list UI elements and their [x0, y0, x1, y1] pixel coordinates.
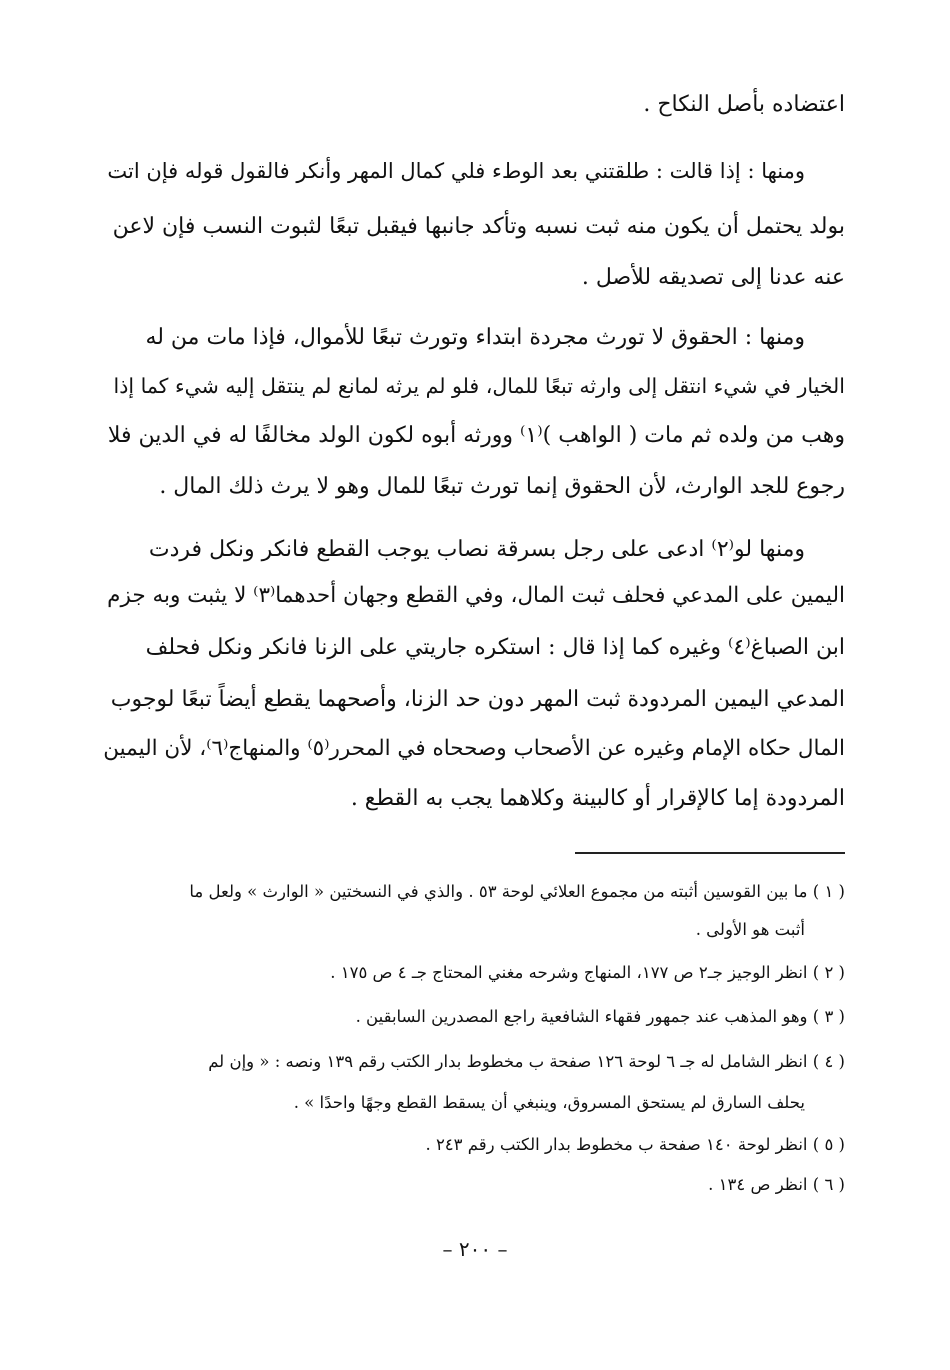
body-line: المال حكاه الإمام وغيره عن الأصحاب وصححاه في المحرر⁽٥⁾ والمنهاج⁽٦⁾، لأن اليمين	[103, 736, 845, 761]
body-line: رجوع للجد الوارث، لأن الحقوق إنما تورث تبعًا للمال وهو لا يرث ذلك المال .	[159, 474, 845, 499]
footnote-1: ( ١ ) ما بين القوسين أثبته من مجموع العلائي لوحة ٥٣ . والذي في النسختين « الوارث » ولعل ما	[189, 882, 845, 901]
body-line: اعتضاده بأصل النكاح .	[643, 92, 845, 117]
footnote-5: ( ٥ ) انظر لوحة ١٤٠ صفحة ب مخطوط بدار الكتب رقم ٢٤٣ .	[425, 1135, 845, 1154]
page-number: – ٢٠٠ –	[442, 1237, 508, 1261]
footnote-6: ( ٦ ) انظر ص ١٣٤ .	[708, 1175, 845, 1194]
body-line: الخيار في شيء انتقل إلى وارثه تبعًا للمال، فلو لم يرثه لمانع لم ينتقل إليه شيء كما إذا	[113, 374, 845, 398]
body-line: ومنها : إذا قالت : طلقتني بعد الوطء فلي كمال المهر وأنكر فالقول قوله فإن اتت	[107, 159, 805, 183]
body-line: المردودة إما كالإقرار أو كالبينة وكلاهما يجب به القطع .	[350, 786, 845, 811]
footnote-2: ( ٢ ) انظر الوجيز جـ٢ ص ١٧٧، المنهاج وشرحه مغني المحتاج جـ ٤ ص ١٧٥ .	[330, 963, 845, 982]
footnote-separator	[575, 852, 845, 854]
body-line: اليمين على المدعي فحلف ثبت المال، وفي القطع وجهان أحدهما⁽٣⁾ لا يثبت وبه جزم	[107, 583, 845, 608]
footnote-4-continued: يحلف السارق لم يستحق المسروق، وينبغي أن يسقط القطع وجهًا واحدًا » .	[293, 1093, 805, 1112]
body-line: ومنها : الحقوق لا تورث مجردة ابتداء وتورث تبعًا للأموال، فإذا مات من له	[145, 325, 805, 350]
body-line: عنه عدنا إلى تصديقه للأصل .	[581, 265, 845, 290]
footnote-1-continued: أثبت هو الأولى .	[695, 920, 805, 939]
body-line: ومنها لو⁽٢⁾ ادعى على رجل بسرقة نصاب يوجب القطع فانكر ونكل فردت	[148, 537, 805, 562]
body-line: ابن الصباغ⁽٤⁾ وغيره كما إذا قال : استكره جاريتي على الزنا فانكر ونكل فحلف	[145, 635, 845, 660]
body-line: وهب من ولده ثم مات ( الواهب )⁽١⁾ وورثه أبوه لكون الولد مخالفًا له في الدين فلا	[107, 423, 845, 448]
body-line: بولد يحتمل أن يكون منه ثبت نسبه وتأكد جانبها فيقبل تبعًا لثبوت النسب فإن لاعن	[112, 214, 845, 239]
body-line: المدعي اليمين المردودة ثبت المهر دون حد الزنا، وأصحهما يقطع أيضاً تبعًا لوجوب	[110, 687, 845, 712]
footnote-3: ( ٣ ) وهو المذهب عند جمهور فقهاء الشافعية راجع المصدرين السابقين .	[355, 1007, 845, 1026]
footnote-4: ( ٤ ) انظر الشامل له جـ ٦ لوحة ١٢٦ صفحة ب مخطوط بدار الكتب رقم ١٣٩ ونصه : « وإن لم	[208, 1052, 845, 1071]
